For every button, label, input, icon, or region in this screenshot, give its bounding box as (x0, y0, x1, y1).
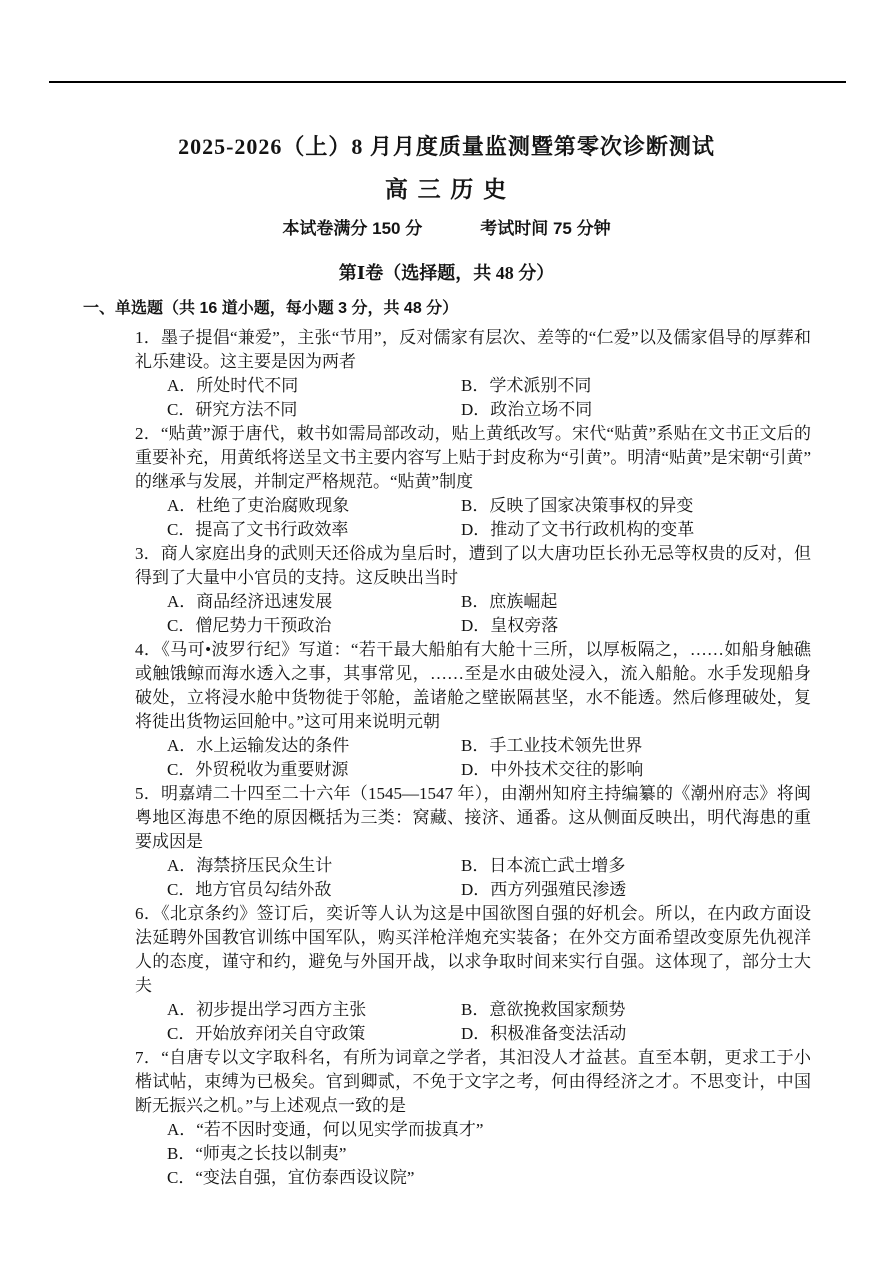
option-label: A． (167, 856, 197, 875)
option-text: 初步提出学习西方主张 (196, 1000, 367, 1019)
option-A (167, 998, 461, 1022)
option-text: 皇权旁落 (490, 616, 559, 635)
option-label: B． (461, 856, 490, 875)
option-text: 提高了文书行政效率 (195, 520, 349, 539)
option-text: 学术派别不同 (489, 376, 592, 395)
question-text: 1．墨子提倡“兼爱”，主张“节用”，反对儒家有层次、差等的“仁爱”以及儒家倡导的厚葬和礼乐建设。这主要是因为两者 (135, 328, 812, 371)
option-label: A． (167, 1000, 197, 1019)
option-C (167, 758, 461, 782)
question-number: 7． (135, 1048, 162, 1067)
option-label: C． (167, 1168, 196, 1187)
option-list (167, 494, 811, 542)
question-text: 4．《马可•波罗行纪》写道：“若干最大船舶有大舱十三所，以厚板隔之，……如船身触礁或触饿鲸而海水透入之事，其事常见，……至是水由破处浸入，流入船舱。水手发现船身破处，立将浸水舱中货物徙于邻舱，盖诸舱之壁嵌隔甚坚，水不能透。然后修理破处，复将徙出货物运回舱中。”这可用来说明元朝 (135, 640, 812, 731)
option-text: 开始放弃闭关自守政策 (195, 1024, 366, 1043)
option-text: 商品经济迅速发展 (196, 592, 333, 611)
question-text: 6．《北京条约》签订后，奕䜣等人认为这是中国欲图自强的好机会。所以，在内政方面设法延聘外国教官训练中国军队，购买洋枪洋炮充实装备；在外交方面希望改变原先仇视洋人的态度，谨守和约，避免与外国开战，以求争取时间来实行自强。这体现了，部分士大夫 (135, 904, 812, 995)
question-4 (135, 638, 811, 782)
option-C (167, 614, 461, 638)
question-5 (135, 782, 811, 902)
option-text: “师夷之长技以制夷” (195, 1144, 347, 1163)
question-number: 1． (135, 328, 161, 347)
option-text: 意欲挽救国家颓势 (489, 1000, 626, 1019)
question-text: 7．“自唐专以文字取科名，有所为词章之学者，其汩没人才益甚。直至本朝，更求工于小楷试帖，束缚为已极矣。官到卿贰，不免于文字之考，何由得经济之才。不思变计，中国断无振兴之机。”与上述观点一致的是 (135, 1048, 812, 1115)
option-A (167, 854, 461, 878)
option-text: 研究方法不同 (195, 400, 298, 419)
question-number: 4． (135, 640, 162, 659)
question-text: 3．商人家庭出身的武则天还俗成为皇后时，遭到了以大唐功臣长孙无忌等权贵的反对，但得到了大量中小官员的支持。这反映出当时 (135, 544, 812, 587)
option-label: C． (167, 760, 196, 779)
option-label: C． (167, 880, 196, 899)
option-D (461, 878, 811, 902)
option-B (461, 374, 811, 398)
option-label: A． (167, 376, 197, 395)
question-list (135, 326, 811, 1190)
option-label: D． (461, 616, 491, 635)
option-label: D． (461, 1024, 491, 1043)
option-label: D． (461, 400, 491, 419)
option-label: D． (461, 520, 491, 539)
question-number: 5． (135, 784, 161, 803)
option-B (461, 998, 811, 1022)
option-text: 外贸税收为重要财源 (195, 760, 349, 779)
option-list (167, 998, 811, 1046)
option-label: D． (461, 760, 491, 779)
option-list (167, 590, 811, 638)
option-C (167, 1022, 461, 1046)
option-label: B． (461, 736, 490, 755)
option-text: 推动了文书行政机构的变革 (490, 520, 695, 539)
option-label: A． (167, 736, 197, 755)
header-divider (49, 81, 846, 83)
option-B (461, 590, 811, 614)
option-text: 反映了国家决策事权的异变 (489, 496, 694, 515)
option-text: 所处时代不同 (196, 376, 299, 395)
option-B (167, 1142, 811, 1166)
option-label: A． (167, 592, 197, 611)
exam-title: 2025-2026（上）8 月月度质量监测暨第零次诊断测试 (178, 134, 715, 159)
question-7 (135, 1046, 811, 1190)
option-A (167, 1118, 811, 1142)
option-text: “变法自强，宜仿泰西设议院” (195, 1168, 415, 1187)
option-text: 地方官员勾结外敌 (195, 880, 332, 899)
question-3 (135, 542, 811, 638)
question-1 (135, 326, 811, 422)
question-6 (135, 902, 811, 1046)
option-label: C． (167, 616, 196, 635)
option-label: B． (461, 376, 490, 395)
exam-meta (0, 218, 893, 240)
option-A (167, 734, 461, 758)
option-list (167, 854, 811, 902)
option-label: D． (461, 880, 491, 899)
option-list (167, 374, 811, 422)
option-D (461, 614, 811, 638)
option-D (461, 758, 811, 782)
option-B (461, 494, 811, 518)
option-label: C． (167, 1024, 196, 1043)
option-B (461, 734, 811, 758)
option-C (167, 1166, 811, 1190)
option-list (167, 734, 811, 782)
option-list (167, 1118, 811, 1190)
option-D (461, 518, 811, 542)
option-label: C． (167, 400, 196, 419)
exam-subject: 高 三 历 史 (384, 177, 509, 202)
option-text: 海禁挤压民众生计 (196, 856, 333, 875)
option-label: C． (167, 520, 196, 539)
part1-heading: 第Ⅰ卷（选择题，共 48 分） (338, 263, 555, 283)
question-number: 6． (135, 904, 162, 923)
option-A (167, 374, 461, 398)
option-B (461, 854, 811, 878)
option-text: 庶族崛起 (489, 592, 558, 611)
option-text: 政治立场不同 (490, 400, 593, 419)
exam-full-score: 本试卷满分 150 分 (282, 219, 423, 238)
option-text: 手工业技术领先世界 (489, 736, 643, 755)
option-label: B． (461, 1000, 490, 1019)
option-text: 水上运输发达的条件 (196, 736, 350, 755)
option-text: 西方列强殖民渗透 (490, 880, 627, 899)
option-label: A． (167, 1120, 197, 1139)
option-text: “若不因时变通，何以见实学而拔真才” (196, 1120, 484, 1139)
option-label: B． (167, 1144, 196, 1163)
option-D (461, 1022, 811, 1046)
option-text: 积极准备变法活动 (490, 1024, 627, 1043)
option-C (167, 398, 461, 422)
question-2 (135, 422, 811, 542)
option-C (167, 878, 461, 902)
option-A (167, 590, 461, 614)
option-text: 中外技术交往的影响 (490, 760, 644, 779)
question-number: 3． (135, 544, 161, 563)
option-text: 僧尼势力干预政治 (195, 616, 332, 635)
option-A (167, 494, 461, 518)
section-heading: 一、单选题（共 16 道小题，每小题 3 分，共 48 分） (83, 300, 459, 317)
option-label: B． (461, 592, 490, 611)
question-text: 2．“贴黄”源于唐代，敕书如需局部改动，贴上黄纸改写。宋代“贴黄”系贴在文书正文后的重要补充，用黄纸将送呈文书主要内容写上贴于封皮称为“引黄”。明清“贴黄”是宋朝“引黄”的继承与发展，并制定严格规范。“贴黄”制度 (135, 424, 811, 491)
option-label: A． (167, 496, 197, 515)
option-C (167, 518, 461, 542)
option-label: B． (461, 496, 490, 515)
question-number: 2． (135, 424, 161, 443)
exam-duration: 考试时间 75 分钟 (480, 219, 611, 238)
option-text: 日本流亡武士增多 (489, 856, 626, 875)
option-D (461, 398, 811, 422)
question-text: 5．明嘉靖二十四至二十六年（1545—1547 年），由潮州知府主持编纂的《潮州府志》将闽粤地区海患不绝的原因概括为三类：窝藏、接济、通番。这从侧面反映出，明代海患的重要成因是 (135, 784, 811, 851)
option-text: 杜绝了吏治腐败现象 (196, 496, 350, 515)
